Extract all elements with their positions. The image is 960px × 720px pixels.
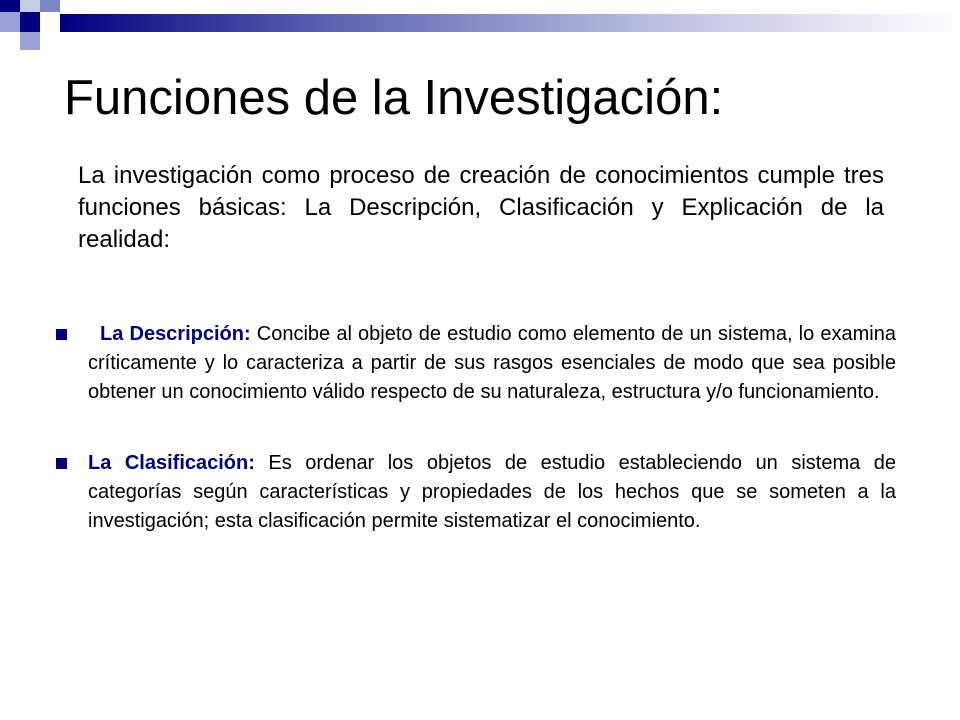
decor-square	[20, 0, 40, 12]
bullet-term: La Descripción:	[100, 323, 251, 345]
bullet-term: La Clasificación:	[88, 452, 255, 474]
decor-square	[20, 12, 40, 32]
bullet-item-clasificacion	[48, 449, 896, 536]
square-bullet-icon	[56, 458, 67, 469]
slide-title: Funciones de la Investigación:	[64, 71, 724, 125]
bullet-text: Concibe al objeto de estudio como elemento de un sistema, lo examina críticamente y lo caracteriza a partir de sus rasgos esenciales de modo que sea posible obtener un conocimiento válido respecto de su naturaleza, estructura y/o funcionamiento.	[88, 323, 896, 403]
square-bullet-icon	[56, 329, 67, 340]
decor-square	[0, 32, 20, 50]
bullet-text: Es ordenar los objetos de estudio estableciendo un sistema de categorías según características y propiedades de los hechos que se someten a la investigación; esta clasificación permite sistematizar el conocimiento.	[88, 452, 897, 532]
decor-square	[0, 12, 20, 32]
decor-square	[40, 0, 60, 12]
intro-paragraph: La investigación como proceso de creación de conocimientos cumple tres funciones básicas: La Descripción, Clasificación y Explicación de la realidad:	[78, 162, 884, 253]
decor-square	[20, 32, 40, 50]
bullet-list	[48, 320, 896, 536]
header-gradient-bar	[60, 14, 960, 32]
decor-square	[0, 0, 20, 12]
decor-square	[40, 32, 60, 50]
decor-square	[40, 12, 60, 32]
bullet-item-descripcion	[48, 320, 896, 407]
